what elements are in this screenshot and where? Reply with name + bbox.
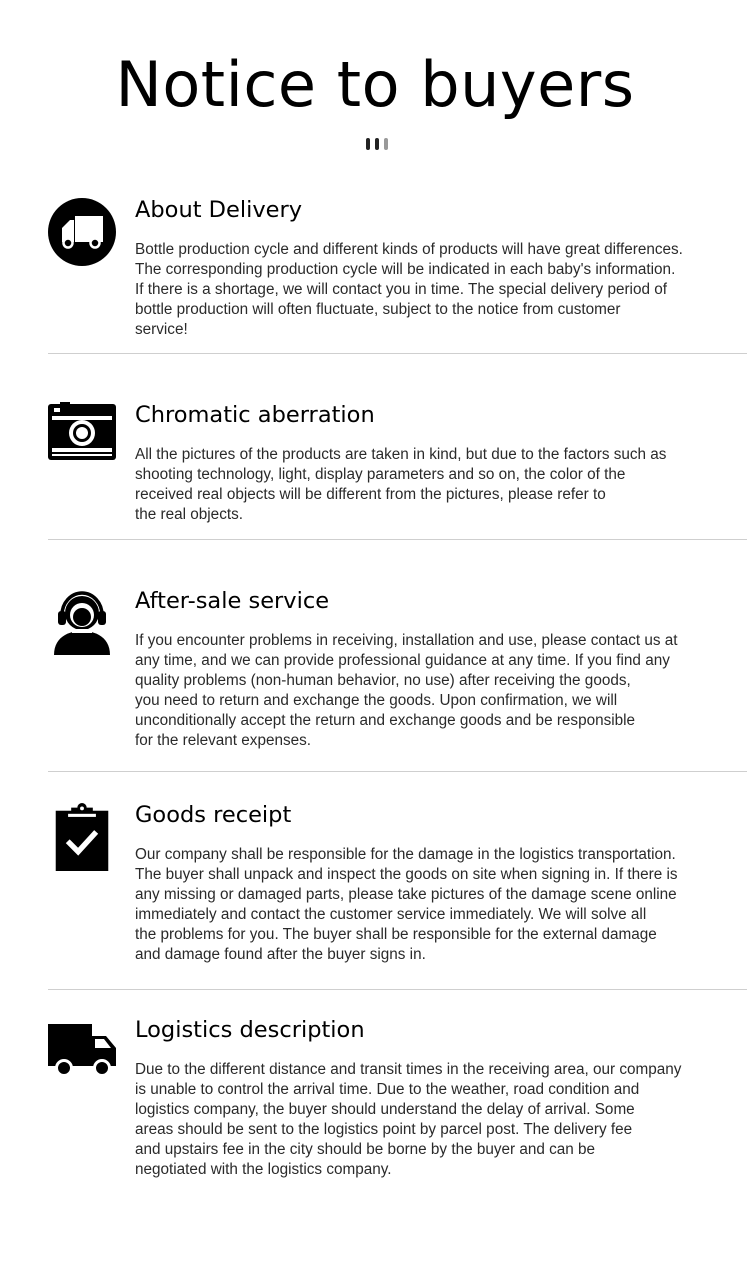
section-body: Our company shall be responsible for the damage in the logistics transportation. The buyer shall unpack and inspect the goods on site when signing in. If there is any missing or damaged parts, please take pictures of the damage scene online immediately and contact the customer service immediately. We will solve all the problems for you. The buyer shall be responsible for the external damage and damage found after the buyer signs in. [135, 846, 678, 963]
section-heading: Chromatic aberration [135, 402, 375, 428]
title-decoration-icon [366, 138, 390, 150]
section-heading: Goods receipt [135, 802, 292, 828]
page-title: Notice to buyers [115, 48, 635, 121]
camera-icon [48, 398, 116, 466]
section-body: Due to the different distance and transit times in the receiving area, our company is unable to control the arrival time. Due to the weather, road condition and logistics company, the buyer should understand the delay of arrival. Some areas should be sent to the logistics point by parcel post. The delivery fee and upstairs fee in the city should be borne by the buyer and can be negotiated with the logistics company. [135, 1061, 682, 1178]
delivery-truck-circle-icon [48, 198, 116, 266]
section-divider [48, 771, 747, 772]
section-heading: After-sale service [135, 588, 330, 614]
truck-icon [48, 1016, 116, 1084]
customer-service-headset-icon [48, 587, 116, 655]
section-divider [48, 353, 747, 354]
clipboard-check-icon [48, 803, 116, 871]
section-divider [48, 539, 747, 540]
section-heading: Logistics description [135, 1017, 365, 1043]
section-divider [48, 989, 747, 990]
section-body: Bottle production cycle and different kinds of products will have great differences. The corresponding production cycle will be indicated in each baby's information. If there is a shortage, we will contact you in time. The special delivery period of bottle production will often fluctuate, subject to the notice from customer service! [135, 241, 683, 338]
section-heading: About Delivery [135, 197, 303, 223]
section-body: If you encounter problems in receiving, installation and use, please contact us at any time, and we can provide professional guidance at any time. If you find any quality problems (non-human behavior, no use) after receiving the goods, you need to return and exchange the goods. Upon confirmation, we will unconditionally accept the return and exchange goods and be responsible for the relevant expenses. [135, 632, 678, 749]
section-body: All the pictures of the products are taken in kind, but due to the factors such as shooting technology, light, display parameters and so on, the color of the received real objects will be different from the pictures, please refer to the real objects. [135, 446, 667, 523]
